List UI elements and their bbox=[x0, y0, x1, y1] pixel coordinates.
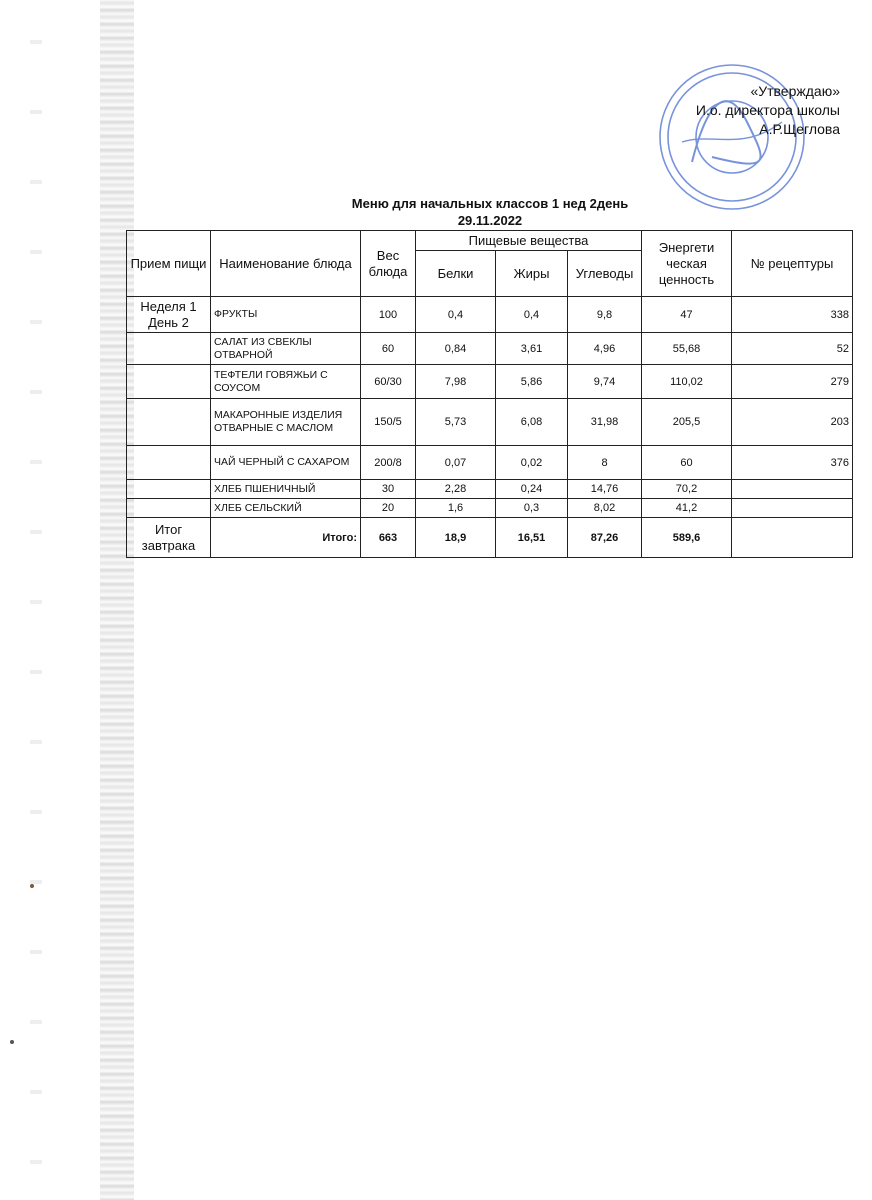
cell-protein: 1,6 bbox=[416, 499, 496, 518]
cell-fat: 5,86 bbox=[496, 365, 568, 399]
cell-weight: 30 bbox=[361, 480, 416, 499]
cell-dish: ЧАЙ ЧЕРНЫЙ С САХАРОМ bbox=[211, 446, 361, 480]
header-recipe: № рецептуры bbox=[732, 231, 853, 297]
cell-recipe bbox=[732, 480, 853, 499]
cell-weight: 150/5 bbox=[361, 399, 416, 446]
cell-carbs: 9,8 bbox=[568, 297, 642, 333]
cell-energy: 110,02 bbox=[642, 365, 732, 399]
approval-line2: И.о. директора школы bbox=[695, 102, 840, 118]
cell-dish: МАКАРОННЫЕ ИЗДЕЛИЯ ОТВАРНЫЕ С МАСЛОМ bbox=[211, 399, 361, 446]
cell-carbs: 8,02 bbox=[568, 499, 642, 518]
cell-recipe: 52 bbox=[732, 333, 853, 365]
total-weight: 663 bbox=[361, 518, 416, 558]
cell-carbs: 9,74 bbox=[568, 365, 642, 399]
table-row bbox=[127, 480, 853, 499]
speck-mark bbox=[10, 1040, 14, 1044]
table-row bbox=[127, 365, 853, 399]
total-label: Итого: bbox=[211, 518, 361, 558]
approval-block bbox=[640, 82, 840, 139]
header-meal: Прием пищи bbox=[127, 231, 211, 297]
cell-protein: 0,07 bbox=[416, 446, 496, 480]
cell-meal bbox=[127, 446, 211, 480]
cell-dish: ФРУКТЫ bbox=[211, 297, 361, 333]
table-row bbox=[127, 399, 853, 446]
table-row bbox=[127, 297, 853, 333]
cell-recipe bbox=[732, 499, 853, 518]
cell-energy: 41,2 bbox=[642, 499, 732, 518]
approval-line3: А.Р.Щеглова bbox=[759, 121, 840, 137]
cell-weight: 60 bbox=[361, 333, 416, 365]
cell-protein: 0,4 bbox=[416, 297, 496, 333]
cell-energy: 47 bbox=[642, 297, 732, 333]
cell-protein: 2,28 bbox=[416, 480, 496, 499]
cell-recipe: 203 bbox=[732, 399, 853, 446]
total-recipe bbox=[732, 518, 853, 558]
approval-line1: «Утверждаю» bbox=[750, 83, 840, 99]
cell-protein: 5,73 bbox=[416, 399, 496, 446]
total-carbs: 87,26 bbox=[568, 518, 642, 558]
menu-table bbox=[126, 230, 853, 558]
header-weight: Вес блюда bbox=[361, 231, 416, 297]
cell-weight: 100 bbox=[361, 297, 416, 333]
cell-dish: ТЕФТЕЛИ ГОВЯЖЬИ С СОУСОМ bbox=[211, 365, 361, 399]
cell-dish: САЛАТ ИЗ СВЕКЛЫ ОТВАРНОЙ bbox=[211, 333, 361, 365]
cell-carbs: 14,76 bbox=[568, 480, 642, 499]
cell-energy: 70,2 bbox=[642, 480, 732, 499]
cell-carbs: 31,98 bbox=[568, 399, 642, 446]
cell-fat: 3,61 bbox=[496, 333, 568, 365]
cell-fat: 0,24 bbox=[496, 480, 568, 499]
cell-meal: Неделя 1 День 2 bbox=[127, 297, 211, 333]
cell-weight: 20 bbox=[361, 499, 416, 518]
menu-title: Меню для начальных классов 1 нед 2день bbox=[351, 196, 629, 211]
header-carbs: Углеводы bbox=[568, 251, 642, 297]
cell-energy: 205,5 bbox=[642, 399, 732, 446]
table-row bbox=[127, 499, 853, 518]
table-row bbox=[127, 333, 853, 365]
cell-meal bbox=[127, 399, 211, 446]
speck-mark bbox=[30, 884, 34, 888]
header-protein: Белки bbox=[416, 251, 496, 297]
cell-recipe: 279 bbox=[732, 365, 853, 399]
cell-meal bbox=[127, 499, 211, 518]
cell-fat: 0,4 bbox=[496, 297, 568, 333]
cell-fat: 0,02 bbox=[496, 446, 568, 480]
cell-recipe: 338 bbox=[732, 297, 853, 333]
total-row bbox=[127, 518, 853, 558]
total-fat: 16,51 bbox=[496, 518, 568, 558]
table-row bbox=[127, 446, 853, 480]
total-protein: 18,9 bbox=[416, 518, 496, 558]
cell-recipe: 376 bbox=[732, 446, 853, 480]
header-fat: Жиры bbox=[496, 251, 568, 297]
cell-dish: ХЛЕБ ПШЕНИЧНЫЙ bbox=[211, 480, 361, 499]
cell-protein: 7,98 bbox=[416, 365, 496, 399]
cell-fat: 6,08 bbox=[496, 399, 568, 446]
cell-meal bbox=[127, 365, 211, 399]
cell-fat: 0,3 bbox=[496, 499, 568, 518]
cell-weight: 60/30 bbox=[361, 365, 416, 399]
total-meal: Итог завтрака bbox=[127, 518, 211, 558]
cell-energy: 60 bbox=[642, 446, 732, 480]
cell-weight: 200/8 bbox=[361, 446, 416, 480]
cell-carbs: 8 bbox=[568, 446, 642, 480]
binding-strip bbox=[100, 0, 134, 1200]
cell-protein: 0,84 bbox=[416, 333, 496, 365]
cell-dish: ХЛЕБ СЕЛЬСКИЙ bbox=[211, 499, 361, 518]
cell-carbs: 4,96 bbox=[568, 333, 642, 365]
cell-meal bbox=[127, 333, 211, 365]
binding-strip-left bbox=[30, 0, 42, 1200]
cell-energy: 55,68 bbox=[642, 333, 732, 365]
header-dish: Наименование блюда bbox=[211, 231, 361, 297]
menu-date: 29.11.2022 bbox=[457, 213, 523, 228]
cell-meal bbox=[127, 480, 211, 499]
header-nutrients: Пищевые вещества bbox=[416, 231, 642, 251]
header-energy: Энергети ческая ценность bbox=[642, 231, 732, 297]
total-energy: 589,6 bbox=[642, 518, 732, 558]
